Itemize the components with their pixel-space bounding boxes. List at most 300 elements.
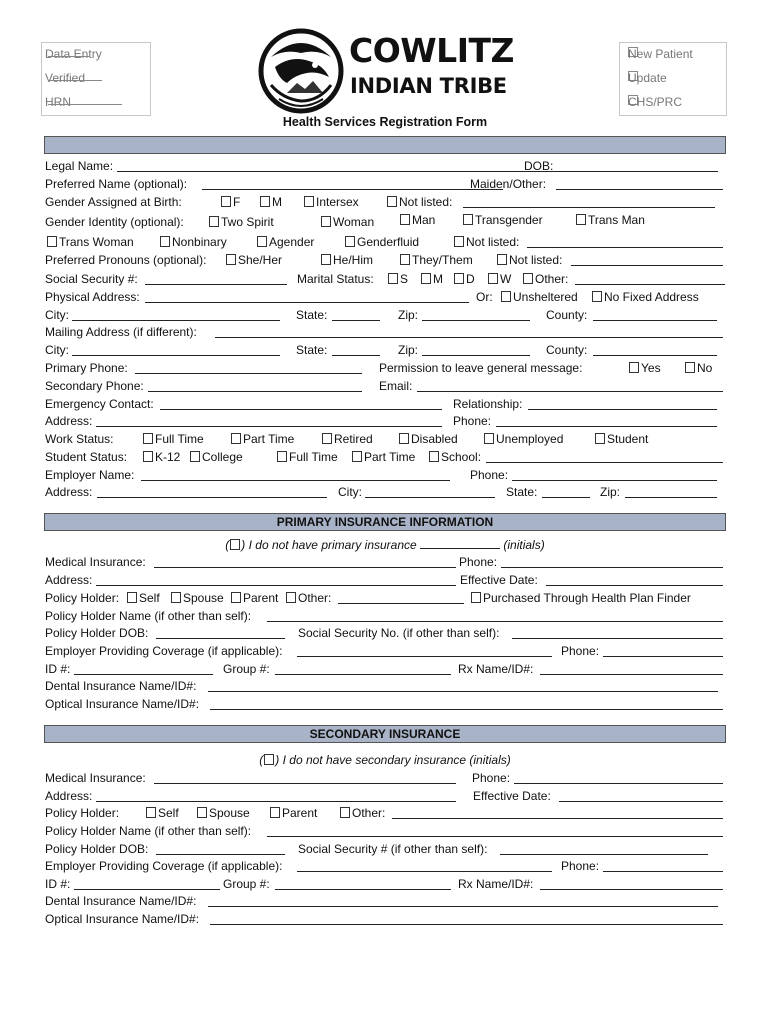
primary-medical-row [45,555,725,572]
ssn-marital-row [45,272,725,289]
ms-s-checkbox[interactable] [388,273,398,284]
gi-not-listed-field[interactable] [527,235,723,248]
primary-ph-other-option[interactable] [286,591,331,605]
secondary-rx-field[interactable] [540,877,723,890]
primary-ph-name-label: Policy Holder Name (if other than self): [45,609,252,623]
secondary-effective-label: Effective Date: [473,789,551,803]
pronouns-row [45,253,725,270]
gab-intersex-checkbox[interactable] [304,196,314,207]
secondary-ph-parent-option[interactable] [270,806,317,820]
physical-address-label: Physical Address: [45,290,140,304]
primary-effective-field[interactable] [546,573,723,586]
pr-they-option[interactable] [400,253,473,267]
gab-m-option[interactable] [260,195,282,209]
secondary-ph-other-label: Other: [352,806,386,820]
mailing-zip-label: Zip: [398,343,419,357]
primary-ph-self-checkbox[interactable] [127,592,137,603]
legal-name-label: Legal Name: [45,159,114,173]
ms-d-option[interactable] [454,272,475,286]
secondary-dental-row [45,894,725,911]
email-field[interactable] [417,379,723,392]
secondary-ph-other-checkbox[interactable] [340,807,350,818]
employer-field[interactable] [141,468,450,481]
secondary-effective-field[interactable] [559,789,723,802]
primary-employer-row [45,644,725,661]
form-title: Health Services Registration Form [282,115,488,129]
unsheltered-checkbox[interactable] [501,291,511,302]
mailing-city-row [45,343,725,360]
marital-label: Marital Status: [297,272,374,286]
employer-phone-label: Phone: [470,468,509,482]
primary-ph-dob-field[interactable] [156,626,285,639]
pr-not-listed-label: Not listed: [509,253,563,267]
employer-city-label: City: [338,485,362,499]
primary-phone-label: Phone: [459,555,498,569]
maiden-field[interactable] [556,177,723,190]
primary-rx-field[interactable] [540,662,723,675]
secondary-ph-self-label: Self [158,806,179,820]
mailing-zip-field[interactable] [422,343,530,356]
employer-zip-field[interactable] [625,485,717,498]
ssn-field[interactable] [145,272,287,285]
ss-school-field[interactable] [486,450,723,463]
primary-optical-row [45,697,725,714]
ws-full-option[interactable] [143,432,204,446]
secondary-dental-field[interactable] [208,894,718,907]
gi-nonbinary-checkbox[interactable] [160,236,170,247]
secondary-address-label: Address: [45,789,93,803]
pr-they-checkbox[interactable] [400,254,410,265]
data-entry-field[interactable] [48,47,90,57]
no-primary-open-paren: ( [225,538,230,552]
ss-college-checkbox[interactable] [190,451,200,462]
secondary-phone-field[interactable] [514,771,723,784]
gi-genderfluid-checkbox[interactable] [345,236,355,247]
pr-not-listed-field[interactable] [571,253,723,266]
gi-agender-option[interactable] [257,235,314,249]
secondary-ph-dob-row [45,842,725,859]
ws-full-checkbox[interactable] [143,433,153,444]
secondary-optical-row [45,912,725,929]
patient-section-bar [44,136,726,154]
ss-k12-checkbox[interactable] [143,451,153,462]
gender-birth-label: Gender Assigned at Birth: [45,195,182,209]
secondary-policy-holder-row [45,806,725,823]
city-row [45,308,725,325]
no-primary-text: ) I do not have primary insurance [241,538,417,552]
emergency-address-field[interactable] [96,414,442,427]
primary-phone-row [45,361,725,378]
ms-other-option[interactable] [523,272,568,286]
no-secondary-checkbox[interactable] [264,754,274,765]
gender-birth-row [45,195,725,212]
gi-man-label: Man [412,213,436,227]
gi-transgender-checkbox[interactable] [463,214,473,225]
employer-phone-field[interactable] [512,468,717,481]
verified-label: Verified [45,71,86,85]
gi-trans-man-checkbox[interactable] [576,214,586,225]
no-fixed-address-label: No Fixed Address [604,290,699,304]
primary-ph-spouse-option[interactable] [171,591,224,605]
emergency-phone-label: Phone: [453,414,492,428]
ms-w-label: W [500,272,512,286]
zip-label: Zip: [398,308,419,322]
ss-school-option[interactable] [429,450,481,464]
primary-ph-self-option[interactable] [127,591,160,605]
primary-ph-parent-checkbox[interactable] [231,592,241,603]
gab-intersex-option[interactable] [304,195,359,209]
ms-d-checkbox[interactable] [454,273,464,284]
no-fixed-address-option[interactable] [592,290,699,304]
state-label: State: [296,308,328,322]
emergency-address-label: Address: [45,414,93,428]
gi-genderfluid-option[interactable] [345,235,419,249]
physical-address-field[interactable] [145,290,469,303]
office-use-box [41,42,151,116]
no-primary-row [0,537,770,552]
gi-woman-checkbox[interactable] [321,216,331,227]
physical-address-row [45,290,725,307]
gab-intersex-label: Intersex [316,195,359,209]
secondary-ph-spouse-checkbox[interactable] [197,807,207,818]
no-fixed-address-checkbox[interactable] [592,291,602,302]
employer-address-field[interactable] [97,485,327,498]
or-label: Or: [476,290,493,304]
verified-field[interactable] [48,71,102,81]
ws-disabled-option[interactable] [399,432,458,446]
mailing-city-field[interactable] [72,343,280,356]
secondary-group-field[interactable] [275,877,451,890]
gi-trans-woman-checkbox[interactable] [47,236,57,247]
primary-ph-parent-option[interactable] [231,591,278,605]
mailing-county-field[interactable] [593,343,717,356]
primary-optical-label: Optical Insurance Name/ID#: [45,697,200,711]
ws-retired-option[interactable] [322,432,373,446]
gi-not-listed-option[interactable] [454,235,519,249]
emergency-phone-field[interactable] [496,414,717,427]
employer-city-field[interactable] [365,485,495,498]
primary-dental-label: Dental Insurance Name/ID#: [45,679,197,693]
gi-genderfluid-label: Genderfluid [357,235,420,249]
primary-optical-field[interactable] [210,697,723,710]
primary-ph-other-field[interactable] [338,591,464,604]
ss-full-option[interactable] [277,450,338,464]
ss-full-label: Full Time [289,450,338,464]
ms-w-checkbox[interactable] [488,273,498,284]
gi-man-checkbox[interactable] [400,214,410,225]
primary-medical-field[interactable] [154,555,456,568]
preferred-name-field[interactable] [202,177,503,190]
secondary-phone-label: Secondary Phone: [45,379,144,393]
primary-ph-self-label: Self [139,591,160,605]
primary-ph-name-row [45,609,725,626]
no-primary-initials-field[interactable] [420,537,500,549]
hrn-field[interactable] [48,95,122,105]
no-secondary-open-paren: ( [259,753,264,767]
purchased-hpf-label: Purchased Through Health Plan Finder [483,591,691,605]
legal-name-row [45,159,725,176]
gi-two-spirit-label: Two Spirit [221,215,274,229]
gi-two-spirit-option[interactable] [209,215,274,229]
secondary-insurance-header: SECONDARY INSURANCE [44,725,726,743]
dob-field[interactable] [556,159,718,172]
secondary-employer-label: Employer Providing Coverage (if applicable): [45,859,283,873]
student-status-label: Student Status: [45,450,128,464]
mailing-county-label: County: [546,343,588,357]
primary-ph-other-label: Other: [298,591,332,605]
ms-other-label: Other: [535,272,569,286]
pr-not-listed-checkbox[interactable] [497,254,507,265]
primary-policy-holder-row [45,591,725,608]
gab-not-listed-option[interactable] [387,195,452,209]
primary-ph-parent-label: Parent [243,591,279,605]
logo-title: COWLITZ [349,31,514,70]
secondary-phone-field[interactable] [148,379,362,392]
primary-medical-label: Medical Insurance: [45,555,146,569]
secondary-phone-row [45,379,725,396]
emergency-address-row [45,414,725,431]
primary-rx-label: Rx Name/ID#: [458,662,534,676]
pr-not-listed-option[interactable] [497,253,562,267]
gab-f-checkbox[interactable] [221,196,231,207]
ss-part-option[interactable] [352,450,415,464]
pr-he-label: He/Him [333,253,374,267]
employer-row [45,468,725,485]
ms-s-option[interactable] [388,272,408,286]
county-label: County: [546,308,588,322]
gab-m-label: M [272,195,282,209]
ws-part-checkbox[interactable] [231,433,241,444]
emergency-contact-label: Emergency Contact: [45,397,154,411]
gab-not-listed-checkbox[interactable] [387,196,397,207]
gi-woman-option[interactable] [321,215,374,229]
gi-two-spirit-checkbox[interactable] [209,216,219,227]
update-label: Update [628,71,667,85]
ms-w-option[interactable] [488,272,511,286]
employer-state-label: State: [506,485,538,499]
primary-policy-holder-label: Policy Holder: [45,591,120,605]
update-option[interactable] [628,71,770,88]
preferred-name-label: Preferred Name (optional): [45,177,188,191]
primary-ph-spouse-checkbox[interactable] [171,592,181,603]
state-field[interactable] [332,308,380,321]
secondary-ph-other-field[interactable] [392,806,723,819]
secondary-ph-spouse-label: Spouse [209,806,250,820]
zip-field[interactable] [422,308,530,321]
no-primary-checkbox[interactable] [230,539,240,550]
ws-disabled-label: Disabled [411,432,458,446]
gab-f-option[interactable] [221,195,240,209]
ssn-label: Social Security #: [45,272,138,286]
mailing-state-label: State: [296,343,328,357]
primary-address-row [45,573,725,590]
ss-college-label: College [202,450,243,464]
work-status-label: Work Status: [45,432,114,446]
ms-m-checkbox[interactable] [421,273,431,284]
gender-identity-row-2 [45,235,725,252]
gab-not-listed-field[interactable] [463,195,715,208]
ws-part-label: Part Time [243,432,295,446]
primary-ph-dob-label: Policy Holder DOB: [45,626,149,640]
secondary-address-field[interactable] [96,789,456,802]
patient-status-box [619,42,727,116]
primary-ssn-other-label: Social Security No. (if other than self): [298,626,500,640]
gi-man-option[interactable] [400,213,435,227]
secondary-employer-field[interactable] [297,859,552,872]
gi-trans-man-label: Trans Man [588,213,645,227]
mailing-address-row [45,325,725,342]
permission-label: Permission to leave general message: [379,361,583,375]
secondary-employer-phone-field[interactable] [603,859,723,872]
secondary-rx-label: Rx Name/ID#: [458,877,534,891]
primary-ids-row [45,662,725,679]
employer-address-row [45,485,725,502]
hrn-label: HRN [45,95,71,109]
gi-not-listed-label: Not listed: [466,235,520,249]
cowlitz-emblem-icon [257,27,345,115]
preferred-name-row [45,177,725,194]
secondary-medical-row [45,771,725,788]
gi-nonbinary-option[interactable] [160,235,227,249]
primary-ssn-other-field[interactable] [512,626,723,639]
secondary-ph-parent-checkbox[interactable] [270,807,280,818]
ws-retired-checkbox[interactable] [322,433,332,444]
purchased-hpf-option[interactable] [471,591,691,605]
ms-other-checkbox[interactable] [523,273,533,284]
work-status-row [45,432,725,449]
primary-dental-field[interactable] [208,679,718,692]
secondary-policy-holder-label: Policy Holder: [45,806,120,820]
secondary-ph-parent-label: Parent [282,806,318,820]
employer-label: Employer Name: [45,468,135,482]
pr-he-checkbox[interactable] [321,254,331,265]
pr-he-option[interactable] [321,253,373,267]
unsheltered-option[interactable] [501,290,578,304]
permission-no-checkbox[interactable] [685,362,695,373]
ss-school-label: School: [441,450,482,464]
secondary-ph-spouse-option[interactable] [197,806,250,820]
ss-k12-option[interactable] [143,450,180,464]
dob-label: DOB: [524,159,554,173]
secondary-ssn-other-field[interactable] [500,842,708,855]
primary-ins-phone-field[interactable] [501,555,723,568]
primary-insurance-header: PRIMARY INSURANCE INFORMATION [44,513,726,531]
gi-transgender-label: Transgender [475,213,543,227]
email-label: Email: [379,379,413,393]
primary-phone-field[interactable] [135,361,362,374]
new-patient-option[interactable] [628,47,770,64]
secondary-ph-other-option[interactable] [340,806,385,820]
secondary-medical-label: Medical Insurance: [45,771,146,785]
secondary-ph-self-checkbox[interactable] [146,807,156,818]
permission-yes-checkbox[interactable] [629,362,639,373]
gi-trans-woman-option[interactable] [47,235,134,249]
employer-zip-label: Zip: [600,485,621,499]
legal-name-field[interactable] [117,159,559,172]
ss-k12-label: K-12 [155,450,181,464]
permission-no-label: No [697,361,713,375]
primary-dental-row [45,679,725,696]
gi-transgender-option[interactable] [463,213,543,227]
secondary-ph-self-option[interactable] [146,806,179,820]
city-field[interactable] [72,308,280,321]
secondary-ph-dob-field[interactable] [156,842,285,855]
mailing-state-field[interactable] [332,343,380,356]
logo-subtitle: INDIAN TRIBE [350,74,507,98]
secondary-optical-field[interactable] [210,912,723,925]
primary-address-field[interactable] [96,573,456,586]
secondary-group-label: Group #: [223,877,270,891]
primary-group-field[interactable] [275,662,451,675]
ss-college-option[interactable] [190,450,243,464]
pr-she-option[interactable] [226,253,282,267]
gi-trans-man-option[interactable] [576,213,645,227]
purchased-hpf-checkbox[interactable] [471,592,481,603]
secondary-address-row [45,789,725,806]
permission-yes-option[interactable] [629,361,661,375]
ws-student-checkbox[interactable] [595,433,605,444]
relationship-field[interactable] [528,397,717,410]
emergency-contact-field[interactable] [160,397,442,410]
primary-employer-phone-field[interactable] [603,644,723,657]
gi-agender-checkbox[interactable] [257,236,267,247]
gi-not-listed-checkbox[interactable] [454,236,464,247]
gab-m-checkbox[interactable] [260,196,270,207]
secondary-phone-label: Phone: [472,771,511,785]
secondary-id-field[interactable] [74,877,220,890]
ws-student-option[interactable] [595,432,648,446]
primary-id-field[interactable] [74,662,213,675]
pr-she-checkbox[interactable] [226,254,236,265]
gi-woman-label: Woman [333,215,375,229]
secondary-ph-name-row [45,824,725,841]
ws-unemployed-option[interactable] [484,432,563,446]
no-secondary-row [0,753,770,767]
new-patient-label: New Patient [628,47,693,61]
pr-she-label: She/Her [238,253,283,267]
gi-nonbinary-label: Nonbinary [172,235,227,249]
ws-part-option[interactable] [231,432,294,446]
secondary-ssn-other-label: Social Security # (if other than self): [298,842,488,856]
ss-full-checkbox[interactable] [277,451,287,462]
employer-state-field[interactable] [542,485,590,498]
ws-unemployed-checkbox[interactable] [484,433,494,444]
primary-ph-other-checkbox[interactable] [286,592,296,603]
ws-disabled-checkbox[interactable] [399,433,409,444]
primary-ph-name-field[interactable] [267,609,723,622]
county-field[interactable] [593,308,717,321]
primary-phone-label: Primary Phone: [45,361,128,375]
permission-no-option[interactable] [685,361,712,375]
unsheltered-label: Unsheltered [513,290,578,304]
primary-employer-phone-label: Phone: [561,644,600,658]
mailing-address-field[interactable] [215,325,723,338]
secondary-ids-row [45,877,725,894]
secondary-id-label: ID #: [45,877,71,891]
ms-s-label: S [400,272,409,286]
secondary-medical-field[interactable] [154,771,456,784]
primary-ph-spouse-label: Spouse [183,591,224,605]
ms-m-option[interactable] [421,272,443,286]
pronouns-label: Preferred Pronouns (optional): [45,253,207,267]
primary-employer-field[interactable] [297,644,552,657]
chs-prc-option[interactable] [628,95,770,112]
ss-part-checkbox[interactable] [352,451,362,462]
secondary-ph-name-field[interactable] [267,824,723,837]
mailing-address-label: Mailing Address (if different): [45,325,197,339]
ss-school-checkbox[interactable] [429,451,439,462]
ms-other-field[interactable] [575,272,725,285]
